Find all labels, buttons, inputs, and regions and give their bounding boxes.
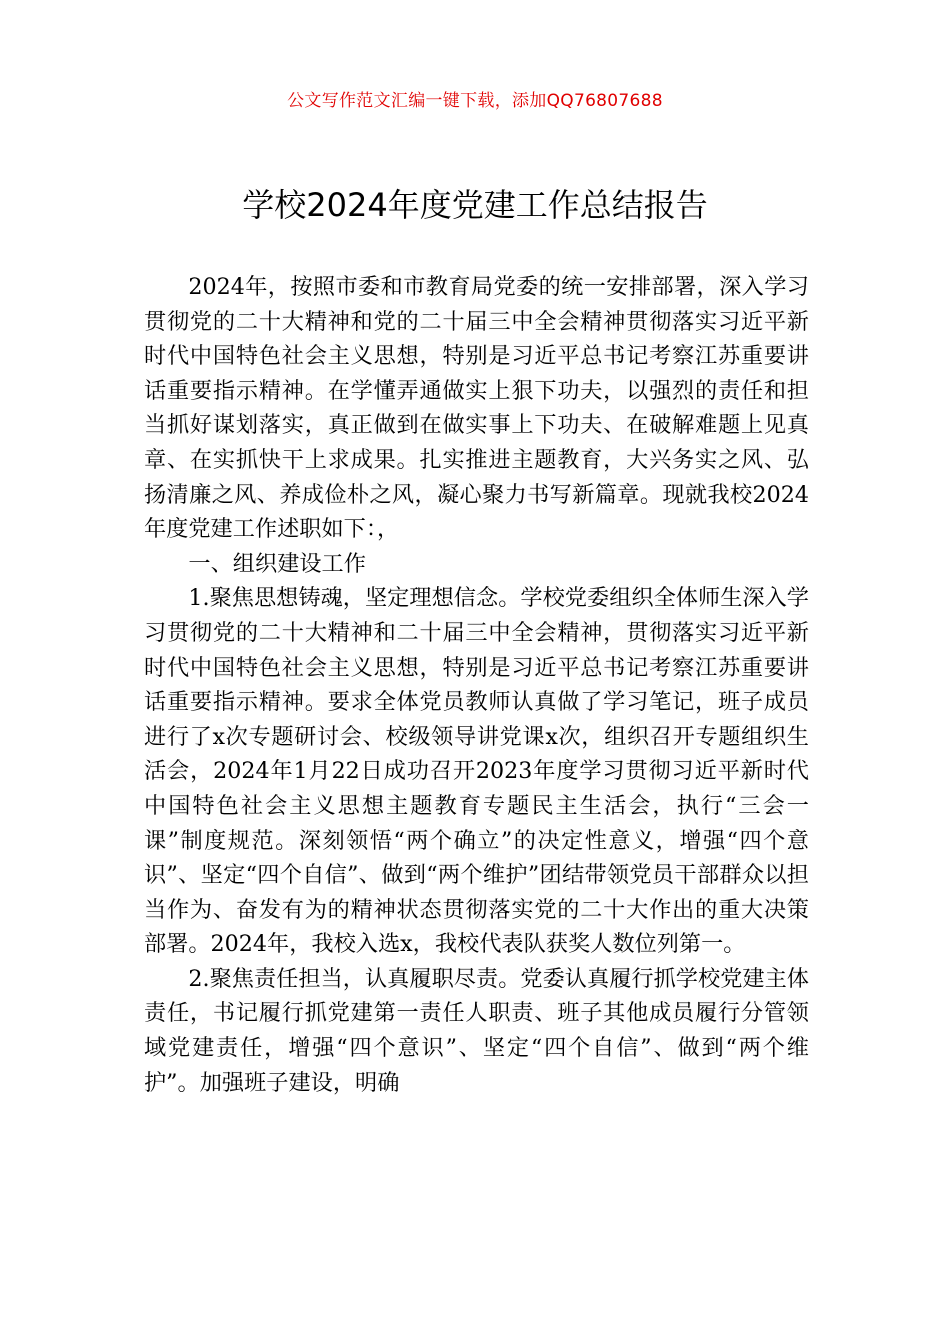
document-body (144, 270, 809, 1100)
section-paragraph-2: 2.聚焦责任担当，认真履职尽责。党委认真履行抓学校党建主体责任，书记履行抓党建第一责任人职责、班子其他成员履行分管领域党建责任，增强“四个意识”、坚定“四个自信”、做到“两个维护”。加强班子建设，明确 (144, 965, 809, 1096)
intro-paragraph: 2024年，按照市委和市教育局党委的统一安排部署，深入学习贯彻党的二十大精神和党的二十届三中全会精神贯彻落实习近平新时代中国特色社会主义思想，特别是习近平总书记考察江苏重要讲话重要指示精神。在学懂弄通做实上狠下功夫，以强烈的责任和担当抓好谋划落实，真正做到在做实事上下功夫、在破解难题上见真章、在实抓快干上求成果。扎实推进主题教育，大兴务实之风、弘扬清廉之风、养成俭朴之风，凝心聚力书写新篇章。现就我校2024年度党建工作述职如下：， (144, 274, 809, 543)
header-note: 公文写作范文汇编一键下载，添加QQ76807688 (287, 91, 663, 111)
document-title: 学校2024年度党建工作总结报告 (242, 186, 708, 224)
section-heading: 一、组织建设工作 (188, 550, 366, 577)
section-paragraph-1: 1.聚焦思想铸魂，坚定理想信念。学校党委组织全体师生深入学习贯彻党的二十大精神和二十届三中全会精神，贯彻落实习近平新时代中国特色社会主义思想，特别是习近平总书记考察江苏重要讲话重要指示精神。要求全体党员教师认真做了学习笔记，班子成员进行了x次专题研讨会、校级领导讲党课x次，组织召开专题组织生活会，2024年1月22日成功召开2023年度学习贯彻习近平新时代中国特色社会主义思想主题教育专题民主生活会，执行“三会一课”制度规范。深刻领悟“两个确立”的决定性意义，增强“四个意识”、坚定“四个自信”、做到“两个维护”团结带领党员干部群众以担当作为、奋发有为的精神状态贯彻落实党的二十大作出的重大决策部署。2024年，我校入选x，我校代表队获奖人数位列第一。 (144, 585, 809, 958)
